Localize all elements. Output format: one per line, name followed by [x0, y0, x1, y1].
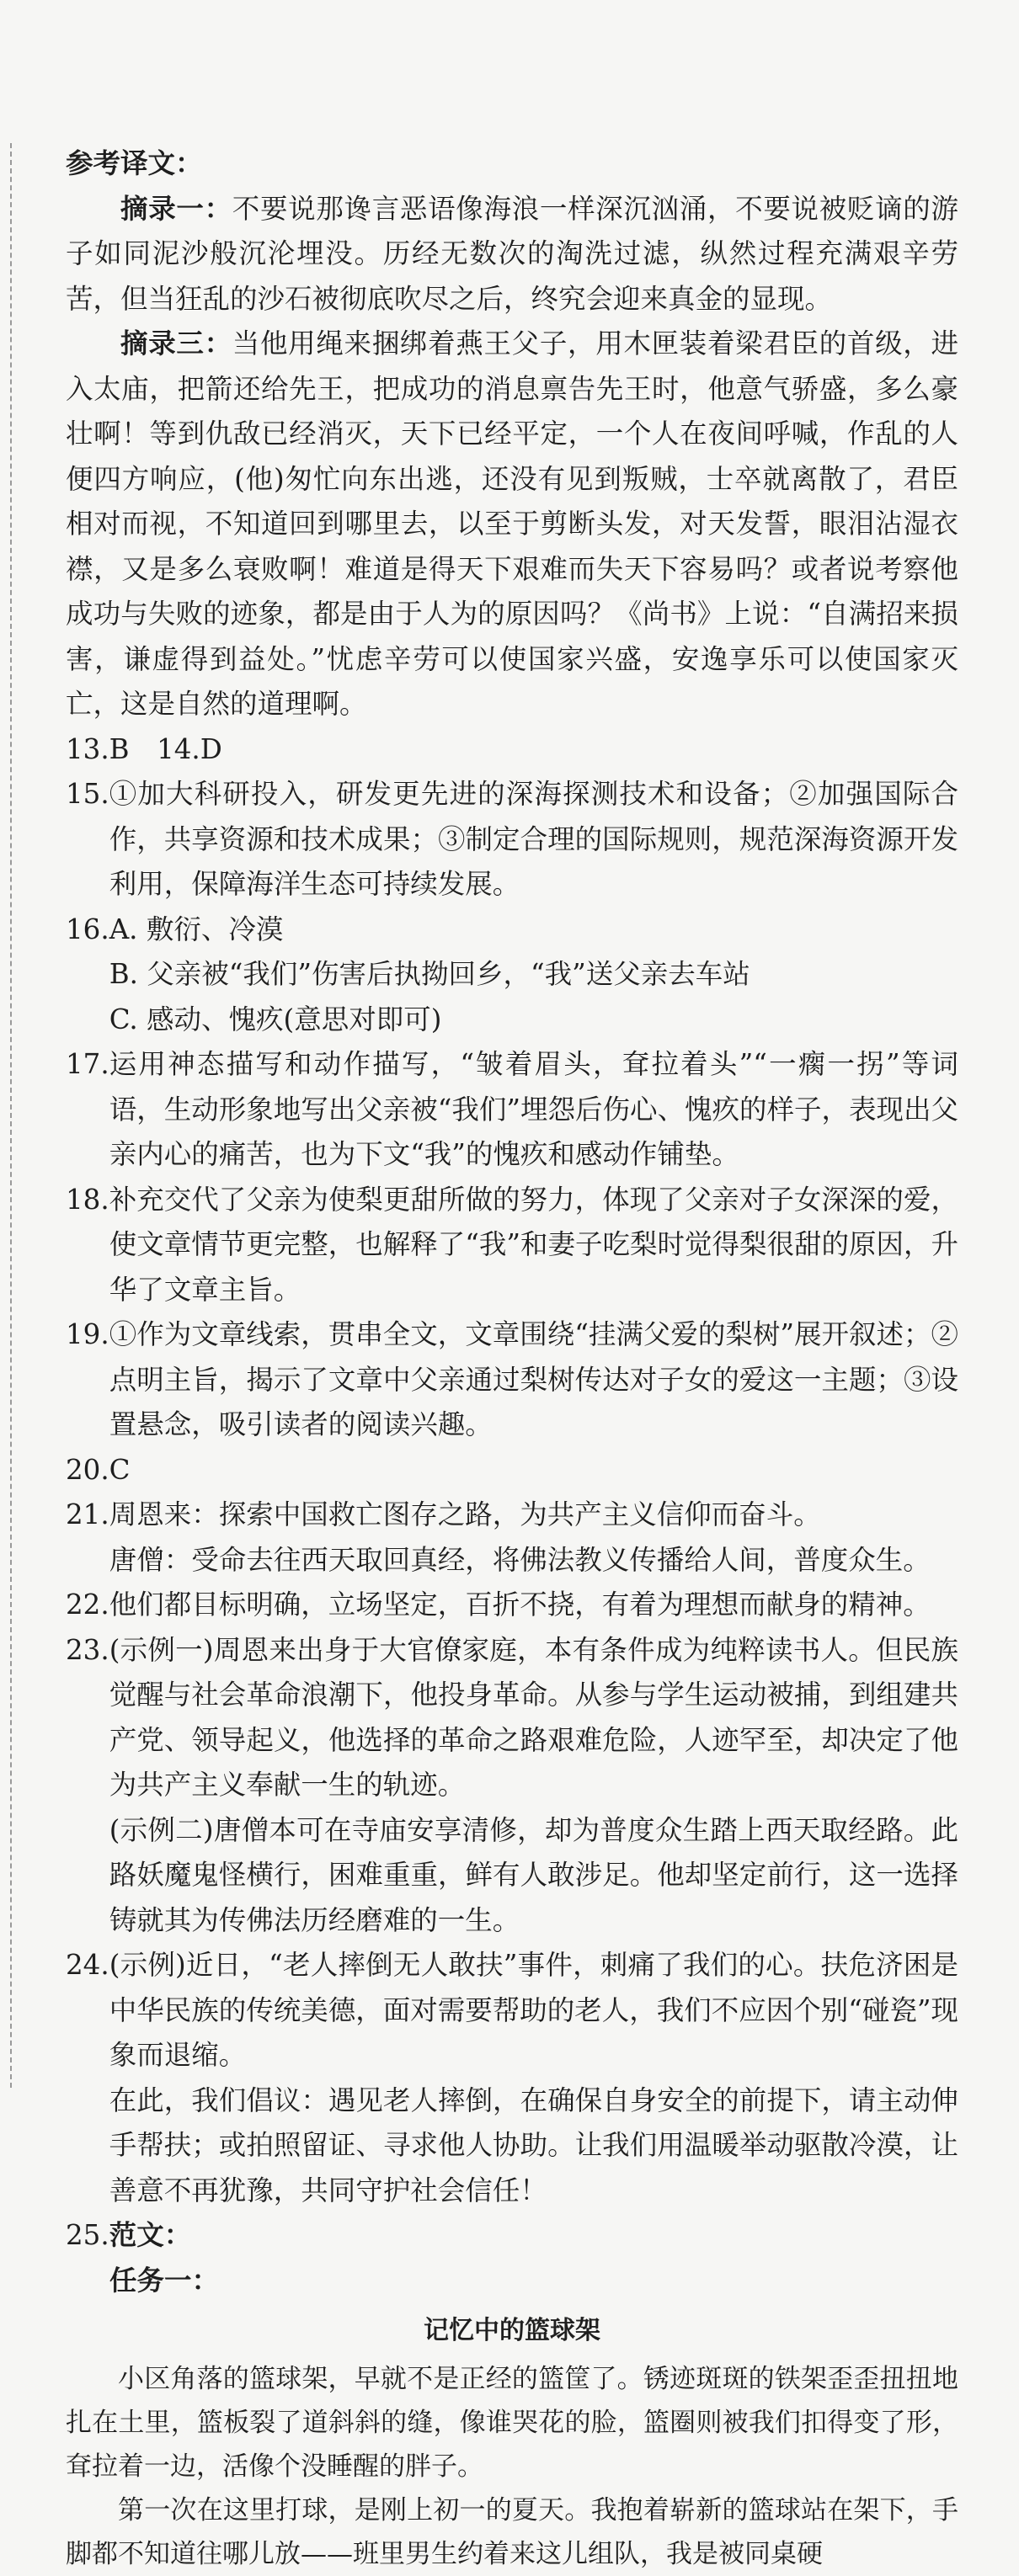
answer-22 [66, 1583, 958, 1628]
answer-15-number: 15. [66, 778, 109, 810]
answer-16-c: C. 感动、愧疚(意思对即可) [109, 1003, 442, 1035]
answer-17 [66, 1042, 958, 1178]
answer-19-text: ①作为文章线索，贯串全文，文章围绕“挂满父爱的梨树”展开叙述；②点明主旨，揭示了文章中父亲通过梨树传达对子女的爱这一主题；③设置悬念，吸引读者的阅读兴趣。 [109, 1318, 958, 1440]
answer-16-a: A. 敷衍、冷漠 [109, 913, 284, 945]
answer-25 [66, 2213, 958, 2259]
answer-21-tang: 唐僧：受命去往西天取回真经，将佛法教义传播给人间，普度众生。 [109, 1543, 931, 1576]
answer-21-zhou: 周恩来：探索中国救亡图存之路，为共产主义信仰而奋斗。 [109, 1498, 821, 1530]
task-1-label: 任务一： [109, 2264, 220, 2297]
answer-16-number: 16. [66, 913, 109, 945]
essay-paragraph-2: 第一次在这里打球，是刚上初一的夏天。我抱着崭新的篮球站在架下，手脚都不知道往哪儿放——班里男生约着来这儿组队，我是被同桌硬 [66, 2494, 958, 2569]
translation-excerpt-3 [66, 322, 958, 727]
answer-16-b: B. 父亲被“我们”伤害后执拗回乡，“我”送父亲去车站 [109, 958, 750, 990]
answer-15 [66, 772, 958, 907]
answer-17-number: 17. [66, 1048, 109, 1080]
answer-20: 20.C [66, 1453, 131, 1486]
answer-18-number: 18. [66, 1183, 109, 1216]
answer-24-number: 24. [66, 1949, 109, 1981]
answer-page [66, 141, 958, 2576]
answer-18-text: 补充交代了父亲为使梨更甜所做的努力，体现了父亲对子女深深的爱，使文章情节更完整，也解释了“我”和妻子吃梨时觉得梨很甜的原因，升华了文章主旨。 [109, 1183, 958, 1306]
answer-13-14: 13.B 14.D [66, 732, 222, 765]
essay-body [66, 2357, 958, 2576]
binding-margin-dashed-line [10, 143, 12, 2088]
answer-24-proposal: 在此，我们倡议：遇见老人摔倒，在确保自身安全的前提下，请主动伸手帮扶；或拍照留证、寻求他人协助。让我们用温暖举动驱散冷漠，让善意不再犹豫，共同守护社会信任！ [109, 2084, 958, 2206]
answer-23 [66, 1628, 958, 1944]
translation-heading: 参考译文： [66, 147, 203, 179]
answer-24 [66, 1943, 958, 2213]
answer-21-number: 21. [66, 1498, 109, 1530]
excerpt-3-label: 摘录三： [120, 327, 232, 359]
answer-16 [66, 907, 958, 1043]
answer-18 [66, 1178, 958, 1313]
answer-21 [66, 1493, 958, 1583]
answer-23-number: 23. [66, 1633, 109, 1666]
excerpt-1-text: 不要说那谗言恶语像海浪一样深沉汹涌，不要说被贬谪的游子如同泥沙般沉沦埋没。历经无数次的淘洗过滤，纵然过程充满艰辛劳苦，但当狂乱的沙石被彻底吹尽之后，终究会迎来真金的显现。 [66, 192, 958, 315]
answer-19 [66, 1312, 958, 1448]
answer-24-example: (示例)近日，“老人摔倒无人敢扶”事件，刺痛了我们的心。扶危济困是中华民族的传统美德，面对需要帮助的老人，我们不应因个别“碰瓷”现象而退缩。 [109, 1949, 958, 2071]
answer-17-text: 运用神态描写和动作描写，“皱着眉头，耷拉着头”“一瘸一拐”等词语，生动形象地写出父亲被“我们”埋怨后伤心、愧疚的样子，表现出父亲内心的痛苦，也为下文“我”的愧疚和感动作铺垫。 [109, 1048, 958, 1170]
answer-22-number: 22. [66, 1589, 109, 1621]
answer-23-example-1: (示例一)周恩来出身于大官僚家庭，本有条件成为纯粹读书人。但民族觉醒与社会革命浪潮下，他投身革命。从参与学生运动被捕，到组建共产党、领导起义，他选择的革命之路艰难危险，人迹罕至，却决定了他为共产主义奉献一生的轨迹。 [109, 1633, 958, 1801]
answer-22-text: 他们都目标明确，立场坚定，百折不挠，有着为理想而献身的精神。 [109, 1589, 931, 1621]
answer-15-text: ①加大科研投入，研发更先进的深海探测技术和设备；②加强国际合作，共享资源和技术成果；③制定合理的国际规则，规范深海资源开发利用，保障海洋生态可持续发展。 [109, 778, 958, 900]
essay-paragraph-1: 小区角落的篮球架，早就不是正经的篮筐了。锈迹斑斑的铁架歪歪扭扭地扎在土里，篮板裂了道斜斜的缝，像谁哭花的脸，篮圈则被我们扣得变了形，耷拉着一边，活像个没睡醒的胖子。 [66, 2363, 958, 2482]
translation-excerpt-1 [66, 187, 958, 322]
excerpt-1-label: 摘录一： [120, 192, 232, 225]
essay-title: 记忆中的篮球架 [424, 2316, 600, 2345]
sample-essay-label: 范文： [109, 2219, 192, 2251]
answer-19-number: 19. [66, 1318, 109, 1350]
excerpt-3-text: 当他用绳来捆绑着燕王父子，用木匣装着梁君臣的首级，进入太庙，把箭还给先王，把成功的消息禀告先王时，他意气骄盛，多么豪壮啊！等到仇敌已经消灭，天下已经平定，一个人在夜间呼喊，作乱的人便四方响应，(他)匆忙向东出逃，还没有见到叛贼，士卒就离散了，君臣相对而视，不知道回到哪里去，以至于剪断头发，对天发誓，眼泪沾湿衣襟，又是多么衰败啊！难道是得天下艰难而失天下容易吗？或者说考察他成功与失败的迹象，都是由于人为的原因吗？《尚书》上说：“自满招来损害，谦虚得到益处。”忧虑辛劳可以使国家兴盛，安逸享乐可以使国家灭亡，这是自然的道理啊。 [66, 327, 958, 720]
answer-25-number: 25. [66, 2219, 109, 2251]
answer-23-example-2: (示例二)唐僧本可在寺庙安享清修，却为普度众生踏上西天取经路。此路妖魔鬼怪横行，困难重重，鲜有人敢涉足。他却坚定前行，这一选择铸就其为传佛法历经磨难的一生。 [109, 1813, 958, 1936]
